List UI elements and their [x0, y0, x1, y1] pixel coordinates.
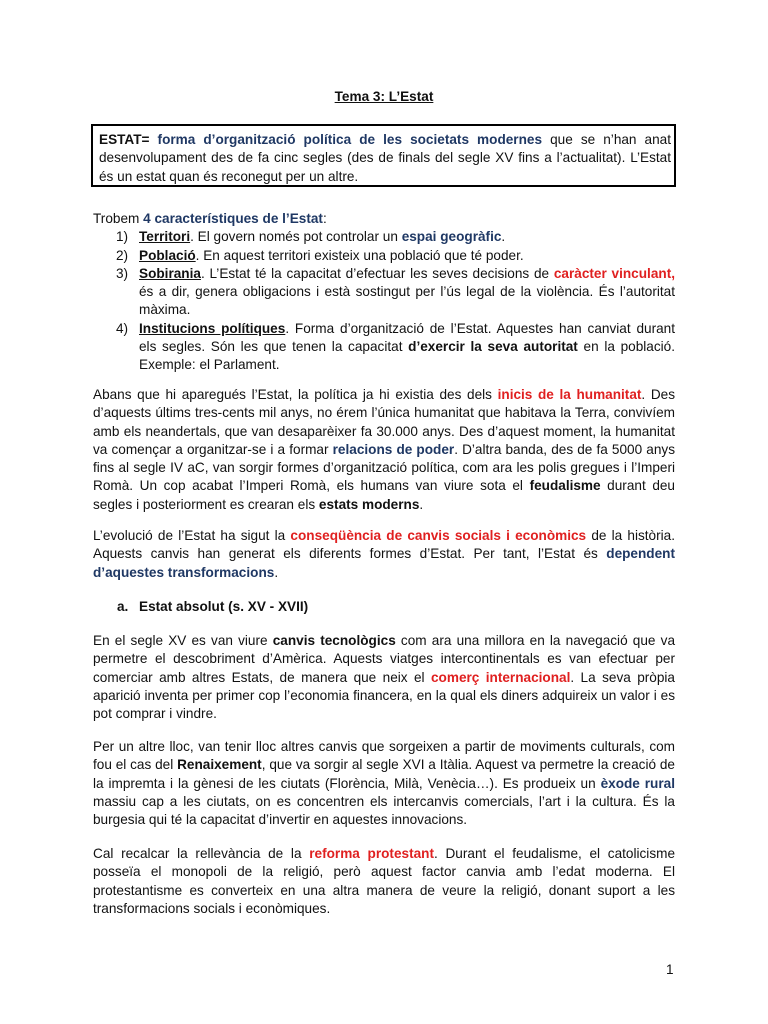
- text-run: . La seva pròpia aparició inventa per primer cop l’economia financera, en la qual els diners adquireix un valor i es pot comprar i vindre.: [93, 669, 675, 722]
- intro-highlight: 4 característiques de l’Estat: [143, 211, 323, 226]
- list-highlight: espai geogràfic: [401, 229, 502, 245]
- list-text: . En aquest territori existeix una població que té poder.: [195, 247, 524, 263]
- highlight-red: inicis de la humanitat: [497, 387, 642, 402]
- text-run: durant deu segles i posteriorment es crearan els: [93, 478, 675, 512]
- bold-term: canvis tecnològics: [272, 633, 396, 648]
- list-text: . El govern només pot controlar un: [190, 229, 402, 245]
- highlight-red: conseqüència de canvis socials i econòmics: [290, 528, 587, 543]
- section-heading: [117, 598, 308, 616]
- page-number: 1: [666, 962, 674, 977]
- bold-term: Renaixement: [177, 757, 262, 773]
- paragraph-reformation: [93, 845, 675, 918]
- list-item: [93, 247, 675, 265]
- intro-colon: :: [322, 211, 327, 226]
- list-text: . L’Estat té la capacitat d’efectuar les seves decisions de: [200, 265, 554, 281]
- highlight-blue: èxode rural: [600, 775, 675, 791]
- list-tail: en la població. Exemple: el Parlament.: [139, 339, 676, 373]
- text-run: Cal recalcar la rellevància de la: [93, 846, 310, 861]
- paragraph-evolution: [93, 527, 675, 582]
- list-highlight: caràcter vinculant,: [553, 265, 675, 281]
- list-number: 1): [116, 229, 129, 245]
- list-term: Població: [139, 247, 196, 263]
- paragraph-renaissance: [93, 738, 675, 829]
- text-run: massiu cap a les ciutats, on es concentren els intercanvis comercials, l’art i la cultura. És la burgesia qui té la capacitat d’invertir en aquestes innovacions.: [93, 793, 675, 828]
- text-run: . D’altra banda, des de fa 5000 anys fins al segle IV aC, van sorgir formes d’organització política, com ara les polis gregues i l’Imperi Romà. Un cop acabat l’Imperi Romà, els humans van viure sota el: [93, 441, 676, 494]
- text-run: .: [419, 496, 424, 512]
- text-run: de la història. Aquests canvis han generat els diferents formes d’Estat. Per tant, l’Estat és: [93, 528, 675, 562]
- definition-term: ESTAT=: [99, 132, 150, 147]
- characteristics-section: [93, 210, 675, 375]
- characteristics-list: [93, 228, 675, 374]
- characteristics-intro: [93, 210, 675, 228]
- highlight-red: comerç internacional: [431, 669, 571, 685]
- section-title: Estat absolut (s. XV - XVII): [139, 599, 309, 614]
- list-item: [93, 320, 675, 375]
- list-term: Territori: [139, 229, 191, 245]
- list-tail: .: [501, 229, 506, 245]
- bold-term: estats moderns: [318, 496, 420, 512]
- text-run: . Des d’aquests últims tres-cents mil anys, no érem l’única humanitat que habitava la Terra, convivíem amb els neandertals, que van desaparèixer fa 30.000 anys. Des d’aquest moment, la humanitat va començar a organitzar-se i a formar: [93, 387, 675, 457]
- list-number: 2): [116, 247, 129, 263]
- definition-text: [99, 131, 671, 186]
- text-run: . Durant el feudalisme, el catolicisme posseïa el monopoli de la religió, però aquest factor canvia amb l’edat moderna. El protestantisme es converteix en una altra manera de veure la religió, donant suport a les transformacions socials i econòmiques.: [93, 846, 676, 916]
- section-label: a.: [117, 599, 129, 614]
- list-number: 3): [116, 265, 129, 281]
- paragraph-origins: [93, 386, 675, 514]
- highlight-blue: relacions de poder: [332, 441, 455, 457]
- highlight-red: reforma protestant: [309, 846, 435, 861]
- text-run: .: [274, 564, 279, 580]
- list-number: 4): [116, 320, 129, 336]
- text-run: Abans que hi aparegués l’Estat, la política ja hi existia des dels: [93, 387, 498, 402]
- page-title: Tema 3: L’Estat: [334, 89, 434, 104]
- list-tail: és a dir, genera obligacions i està sostingut per l’ús legal de la violència. És l’autoritat màxima.: [139, 284, 675, 318]
- paragraph-technology: [93, 632, 675, 723]
- definition-box: [91, 124, 676, 187]
- list-item: [93, 265, 675, 320]
- list-term: Sobirania: [139, 265, 201, 281]
- text-run: Per un altre lloc, van tenir lloc altres canvis que sorgeixen a partir de moviments culturals, com fou el cas del: [93, 739, 675, 773]
- intro-text: Trobem: [93, 211, 140, 226]
- list-item: [93, 228, 675, 246]
- list-highlight: d’exercir la seva autoritat: [408, 339, 578, 355]
- text-run: En el segle XV es van viure: [93, 633, 273, 648]
- text-run: L’evolució de l’Estat ha sigut la: [93, 528, 291, 543]
- highlight-blue: dependent d’aquestes transformacions: [93, 546, 675, 580]
- definition-rest: que se n’han anat desenvolupament des de fa cinc segles (des de finals del segle XV fins a l’actualitat). L’Estat és un estat quan és reconegut per un altre.: [99, 132, 672, 184]
- bold-term: feudalisme: [529, 478, 601, 494]
- text-run: , que va sorgir al segle XVI a Itàlia. Aquest va permetre la creació de la impremta i la gènesi de les ciutats (Florència, Milà, Venècia…). Es produeix un: [93, 757, 675, 791]
- definition-highlight: forma d’organització política de les societats modernes: [157, 132, 543, 147]
- list-term: Institucions polítiques: [139, 320, 286, 336]
- text-run: com ara una millora en la navegació que va permetre el descobriment d’Amèrica. Aquests viatges intercontinentals es van efectuar per comerciar amb altres Estats, de manera que neix el: [93, 633, 676, 685]
- list-text: . Forma d’organització de l’Estat. Aquestes han canviat durant els segles. Són les que tenen la capacitat: [139, 320, 675, 355]
